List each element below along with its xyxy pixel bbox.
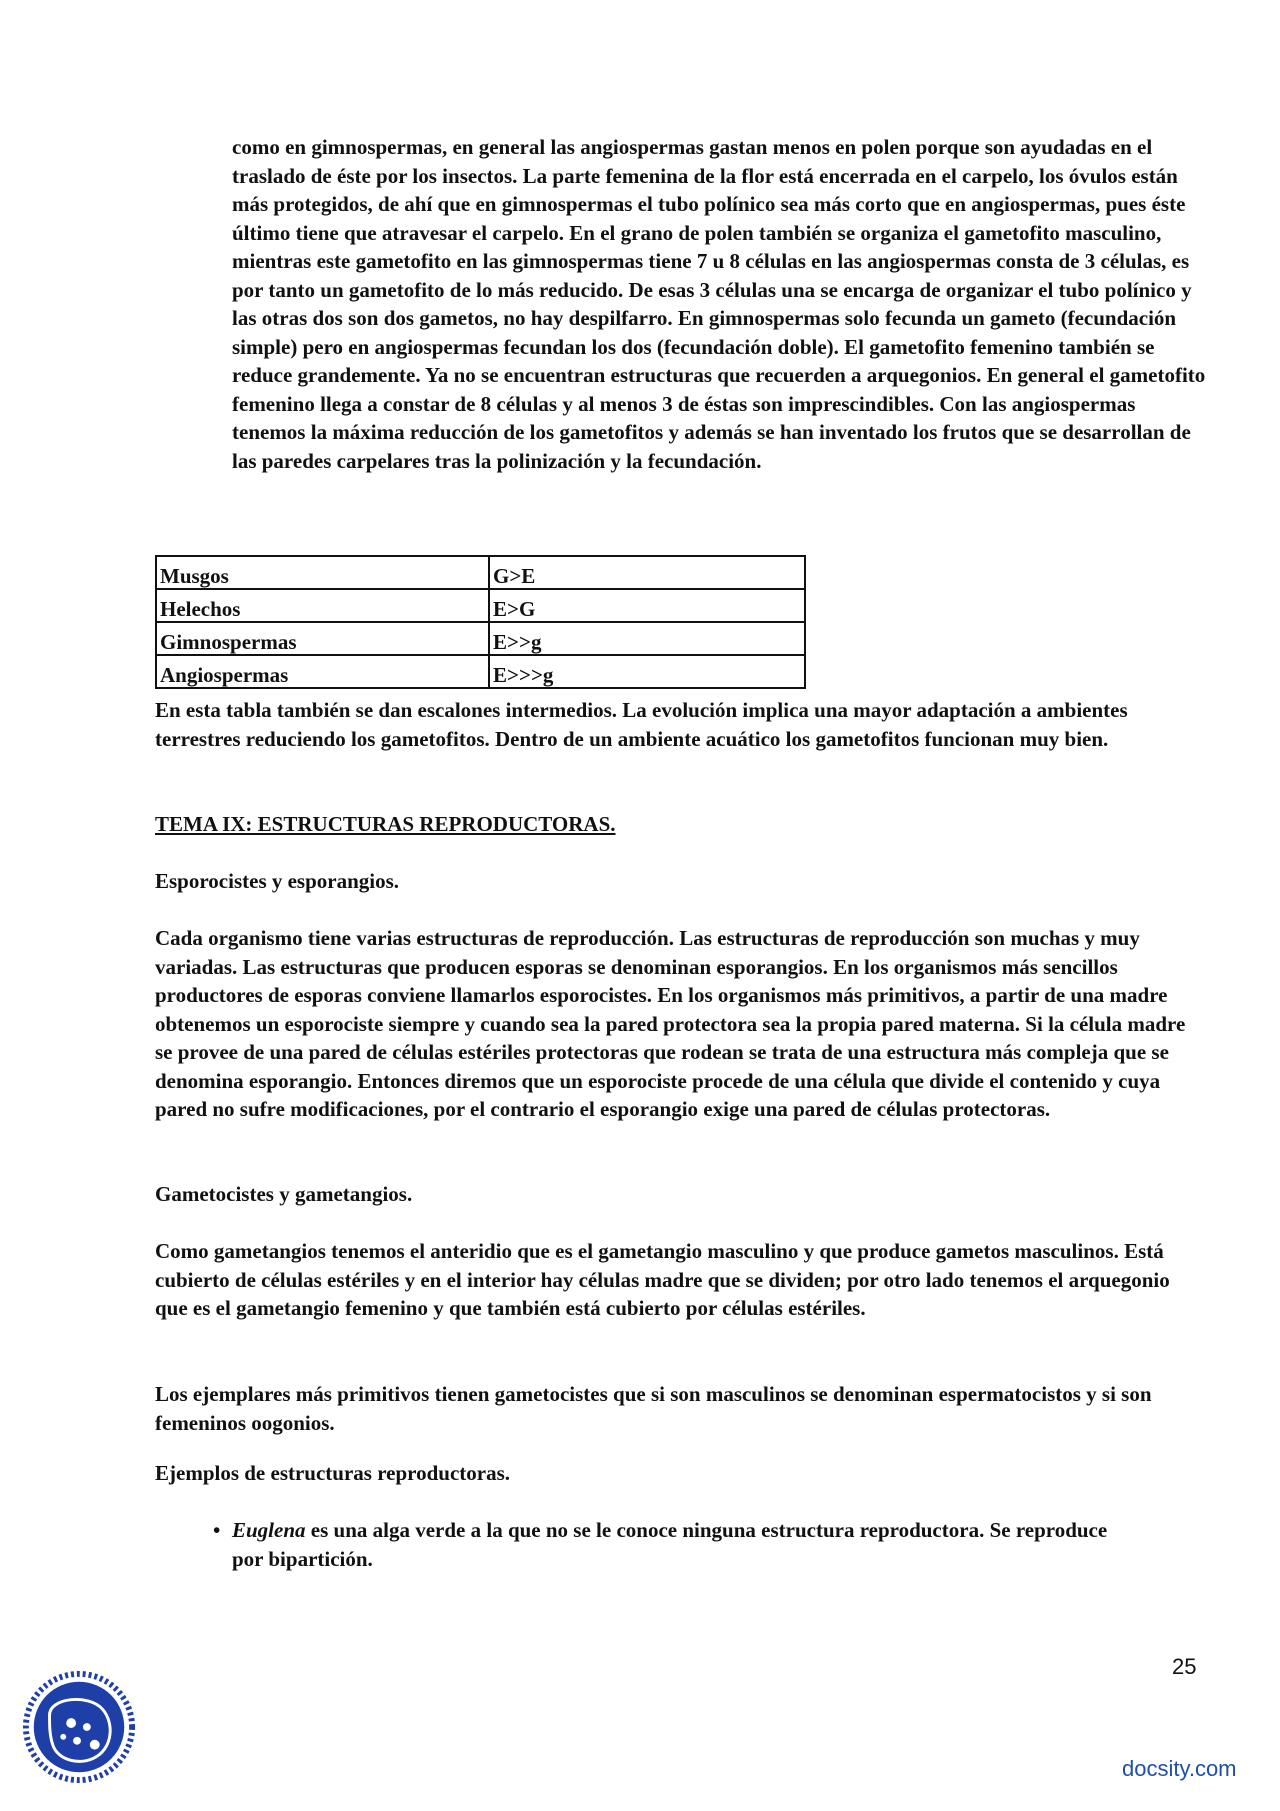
subheading-ejemplos: Ejemplos de estructuras reproductoras. <box>155 1461 511 1485</box>
table-note: En esta tabla también se dan escalones intermedios. La evolución implica una mayor adaptación a ambientes terrestres reduciendo los gametofitos. Dentro de un ambiente acuático los gametofitos funcionan muy bien. <box>155 698 1128 751</box>
table-cell-relation: E>G <box>489 589 805 622</box>
table-cell-relation: E>>g <box>489 622 805 655</box>
page-number: 25 <box>1172 1654 1197 1679</box>
docsity-logo-icon[interactable] <box>20 1668 138 1786</box>
subheading-esporocistes: Esporocistes y esporangios. <box>155 869 400 893</box>
table-cell-group: Angiospermas <box>156 655 489 688</box>
table-cell-group: Helechos <box>156 589 489 622</box>
paragraph-gametocistes: Los ejemplares más primitivos tienen gametocistes que si son masculinos se denominan espermatocistos y si son femeninos oogonios. <box>155 1382 1152 1435</box>
section-title: TEMA IX: ESTRUCTURAS REPRODUCTORAS. <box>155 812 616 836</box>
intro-paragraph: como en gimnospermas, en general las angiospermas gastan menos en polen porque son ayudadas en el traslado de éste por los insectos. La parte femenina de la flor está encerrada en el carpelo, los óvulos están más protegidos, de ahí que en gimnospermas el tubo polínico sea más corto que en angiospermas, pues éste último tiene que atravesar el carpelo. En el grano de polen también se organiza el gametofito masculino, mientras este gametofito en las gimnospermas tiene 7 u 8 células en las angiospermas consta de 3 células, es por tanto un gametofito de lo más reducido. De esas 3 células una se encarga de organizar el tubo polínico y las otras dos son dos gametos, no hay despilfarro. En gimnospermas solo fecunda un gameto (fecundación simple) pero en angiospermas fecundan los dos (fecundación doble). El gametofito femenino también se reduce grandemente. Ya no se encuentran estructuras que recuerden a arquegonios. En general el gametofito femenino llega a constar de 8 células y al menos 3 de éstas son imprescindibles. Con las angiospermas tenemos la máxima reducción de los gametofitos y además se han inventado los frutos que se desarrollan de las paredes carpelares tras la polinización y la fecundación. <box>232 135 1206 473</box>
bullet-term: Euglena <box>232 1518 306 1542</box>
table-cell-relation: E>>>g <box>489 655 805 688</box>
table-cell-relation: G>E <box>489 556 805 589</box>
table-row <box>156 622 805 655</box>
brand-link[interactable]: docsity.com <box>1122 1756 1237 1781</box>
paragraph-gametangios: Como gametangios tenemos el anteridio que es el gametangio masculino y que produce gametos masculinos. Está cubierto de células estériles y en el interior hay células madre que se dividen; por otro lado tenemos el arquegonio que es el gametangio femenino y que también está cubierto por células estériles. <box>155 1239 1170 1320</box>
table-row <box>156 556 805 589</box>
subheading-gametocistes: Gametocistes y gametangios. <box>155 1182 413 1206</box>
bullet-text <box>232 1516 1113 1573</box>
bullet-description: es una alga verde a la que no se le conoce ninguna estructura reproductora. Se reproduce por bipartición. <box>232 1518 1108 1571</box>
comparison-table <box>155 555 806 689</box>
table-row <box>156 655 805 688</box>
list-item <box>213 1516 1113 1573</box>
table-cell-group: Gimnospermas <box>156 622 489 655</box>
gametophyte-table <box>155 555 806 689</box>
paragraph-esporocistes: Cada organismo tiene varias estructuras de reproducción. Las estructuras de reproducción son muchas y muy variadas. Las estructuras que producen esporas se denominan esporangios. En los organismos más sencillos productores de esporas conviene llamarlos esporocistes. En los organismos más primitivos, a partir de una madre obtenemos un esporociste siempre y cuando sea la pared protectora sea la propia pared materna. Si la célula madre se provee de una pared de células estériles protectoras que rodean se trata de una estructura más compleja que se denomina esporangio. Entonces diremos que un esporociste procede de una célula que divide el contenido y cuya pared no sufre modificaciones, por el contrario el esporangio exige una pared de células protectoras. <box>155 926 1186 1121</box>
bullet-icon: • <box>213 1518 221 1542</box>
table-cell-group: Musgos <box>156 556 489 589</box>
table-row <box>156 589 805 622</box>
